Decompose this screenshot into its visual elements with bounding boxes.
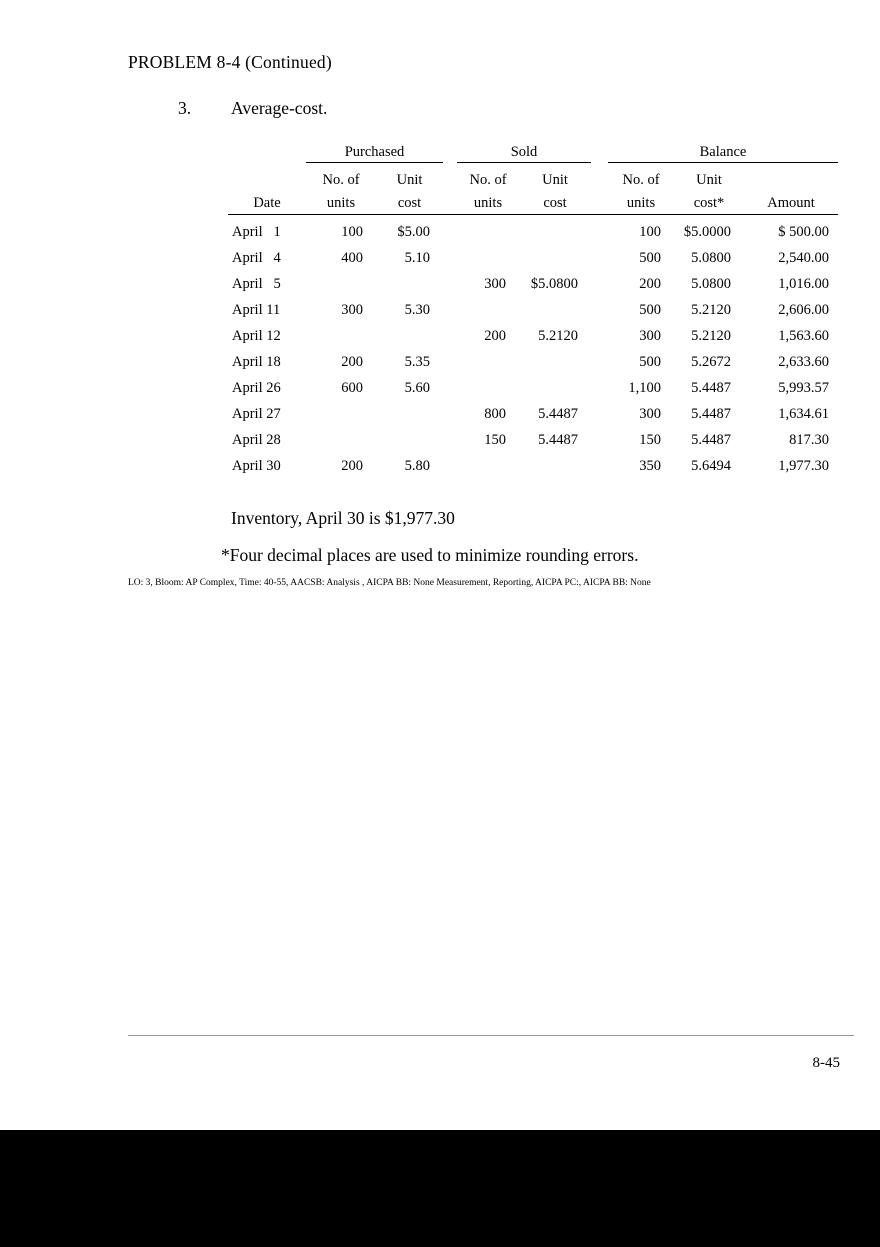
cell-balance-units: 500 [639, 354, 661, 370]
cell-balance-units: 500 [639, 302, 661, 318]
cell-date: April 4 [232, 250, 281, 266]
cell-purchased-units: 100 [341, 224, 363, 240]
cell-balance-units: 150 [639, 432, 661, 448]
header-date-blank [228, 163, 306, 190]
header-row-line1 [228, 163, 838, 190]
table-row [228, 267, 838, 293]
cell-gap-2 [591, 319, 608, 345]
cell-gap-2 [591, 423, 608, 449]
header-balance-units-line1: No. of [622, 172, 660, 188]
cell-sold-units [457, 345, 519, 371]
cell-gap-2 [591, 293, 608, 319]
table-row [228, 371, 838, 397]
cell-sold-units [457, 371, 519, 397]
group-header-row [228, 140, 838, 163]
cell-sold-cost [519, 241, 591, 267]
cell-gap-1 [443, 345, 457, 371]
cell-gap-1 [443, 397, 457, 423]
header-gap-2b [591, 189, 608, 215]
table-row [228, 241, 838, 267]
table-row [228, 293, 838, 319]
cell-purchased-units [306, 267, 376, 293]
cell-amount: 2,606.00 [778, 302, 829, 318]
header-purchased-units-line2: units [306, 189, 376, 215]
cell-purchased-units [306, 423, 376, 449]
cell-purchased-cost: $5.00 [397, 224, 430, 240]
cell-date: April 26 [232, 380, 281, 396]
cell-sold-units [457, 215, 519, 242]
cell-purchased-cost: 5.80 [404, 458, 430, 474]
table-row [228, 319, 838, 345]
header-sold-cost-line2: cost [519, 189, 591, 215]
cell-amount: 1,977.30 [778, 458, 829, 474]
cell-purchased-cost: 5.30 [404, 302, 430, 318]
cell-balance-units: 1,100 [628, 380, 661, 396]
group-gap-1 [443, 140, 457, 163]
cell-amount: 1,634.61 [778, 406, 829, 422]
header-amount-blank [744, 163, 838, 190]
group-spacer [228, 140, 306, 163]
group-header-purchased: Purchased [306, 140, 443, 163]
cell-balance-units: 300 [639, 328, 661, 344]
cell-purchased-units [306, 319, 376, 345]
cell-purchased-cost [376, 397, 443, 423]
header-balance-cost-line1: Unit [696, 172, 722, 188]
cell-amount: $ 500.00 [778, 224, 829, 240]
cell-sold-cost [519, 345, 591, 371]
cell-sold-cost [519, 371, 591, 397]
cell-balance-cost: 5.4487 [691, 432, 731, 448]
cell-balance-cost: 5.2672 [691, 354, 731, 370]
cell-sold-units: 200 [484, 328, 506, 344]
item-number: 3. [178, 98, 192, 118]
cell-amount: 1,016.00 [778, 276, 829, 292]
page-content [128, 0, 854, 1130]
cell-gap-2 [591, 241, 608, 267]
table-head [228, 140, 838, 215]
cell-purchased-cost [376, 423, 443, 449]
header-balance-units-line2: units [608, 189, 674, 215]
cell-amount: 2,540.00 [778, 250, 829, 266]
cell-gap-2 [591, 215, 608, 242]
cell-sold-cost: 5.2120 [538, 328, 578, 344]
cell-date: April 5 [232, 276, 281, 292]
item-label: Average-cost. [231, 98, 328, 118]
cell-gap-2 [591, 397, 608, 423]
cell-purchased-units: 600 [341, 380, 363, 396]
cell-gap-2 [591, 267, 608, 293]
cell-balance-units: 300 [639, 406, 661, 422]
page-title: PROBLEM 8-4 (Continued) [128, 52, 332, 72]
table-row [228, 397, 838, 423]
cell-date: April 28 [232, 432, 281, 448]
cell-balance-cost: 5.4487 [691, 406, 731, 422]
cell-purchased-units: 200 [341, 458, 363, 474]
cell-date: April 27 [232, 406, 281, 422]
cell-purchased-cost: 5.60 [404, 380, 430, 396]
header-purchased-units-line1: No. of [322, 172, 360, 188]
header-sold-units-line2: units [457, 189, 519, 215]
cell-purchased-cost: 5.10 [404, 250, 430, 266]
cell-date: April 12 [232, 328, 281, 344]
cell-balance-units: 500 [639, 250, 661, 266]
cell-gap-1 [443, 293, 457, 319]
cell-sold-cost: $5.0800 [530, 276, 578, 292]
header-gap-2a [591, 163, 608, 190]
cell-balance-cost: $5.0000 [683, 224, 731, 240]
cell-sold-cost: 5.4487 [538, 432, 578, 448]
cell-balance-units: 350 [639, 458, 661, 474]
cell-sold-units: 150 [484, 432, 506, 448]
cell-gap-1 [443, 319, 457, 345]
cell-balance-cost: 5.4487 [691, 380, 731, 396]
cell-balance-units: 200 [639, 276, 661, 292]
group-header-balance: Balance [608, 140, 838, 163]
cell-balance-cost: 5.0800 [691, 276, 731, 292]
cell-purchased-units: 400 [341, 250, 363, 266]
group-gap-2 [591, 140, 608, 163]
footnote: *Four decimal places are used to minimize rounding errors. [221, 545, 639, 565]
cell-sold-cost [519, 449, 591, 475]
cell-gap-2 [591, 345, 608, 371]
inventory-summary: Inventory, April 30 is $1,977.30 [231, 508, 455, 528]
cell-balance-units: 100 [639, 224, 661, 240]
cell-gap-1 [443, 371, 457, 397]
header-purchased-cost-line1: Unit [396, 172, 423, 188]
cell-amount: 817.30 [789, 432, 829, 448]
header-sold-cost-line1: Unit [542, 172, 568, 188]
cell-date: April 18 [232, 354, 281, 370]
cell-date: April 1 [232, 224, 281, 240]
header-date: Date [228, 189, 306, 215]
page-number: 8-45 [812, 1055, 840, 1071]
table-row [228, 423, 838, 449]
metadata-line: LO: 3, Bloom: AP Complex, Time: 40-55, AACSB: Analysis , AICPA BB: None Measurement, Reporting, AICPA PC:, AICPA BB: None [128, 578, 651, 588]
cell-gap-1 [443, 215, 457, 242]
cell-gap-1 [443, 267, 457, 293]
table-row [228, 345, 838, 371]
cell-sold-units: 300 [484, 276, 506, 292]
cell-purchased-units: 300 [341, 302, 363, 318]
header-balance-cost-line2: cost* [674, 189, 744, 215]
header-sold-units-line1: No. of [469, 172, 507, 188]
cell-sold-units [457, 293, 519, 319]
cell-balance-cost: 5.6494 [691, 458, 731, 474]
cell-balance-cost: 5.2120 [691, 328, 731, 344]
footer-divider [128, 1035, 854, 1036]
cell-balance-cost: 5.2120 [691, 302, 731, 318]
cell-sold-cost: 5.4487 [538, 406, 578, 422]
cell-balance-cost: 5.0800 [691, 250, 731, 266]
cell-gap-1 [443, 449, 457, 475]
cell-purchased-units [306, 397, 376, 423]
cell-sold-units [457, 241, 519, 267]
cell-gap-2 [591, 449, 608, 475]
cell-purchased-cost [376, 267, 443, 293]
cell-amount: 5,993.57 [778, 380, 829, 396]
cell-sold-units [457, 449, 519, 475]
header-purchased-cost-line2: cost [376, 189, 443, 215]
cell-purchased-units: 200 [341, 354, 363, 370]
header-gap-1a [443, 163, 457, 190]
cell-date: April 30 [232, 458, 281, 474]
cell-gap-2 [591, 371, 608, 397]
header-amount: Amount [744, 189, 838, 215]
cell-purchased-cost [376, 319, 443, 345]
header-row-line2 [228, 189, 838, 215]
cell-date: April 11 [232, 302, 281, 318]
table-body [228, 215, 838, 476]
cell-amount: 2,633.60 [778, 354, 829, 370]
cell-gap-1 [443, 423, 457, 449]
table-row [228, 215, 838, 242]
cell-sold-cost [519, 215, 591, 242]
cell-gap-1 [443, 241, 457, 267]
table-row [228, 449, 838, 475]
inventory-table [228, 140, 838, 475]
cell-sold-cost [519, 293, 591, 319]
cell-amount: 1,563.60 [778, 328, 829, 344]
group-header-sold: Sold [457, 140, 591, 163]
cell-purchased-cost: 5.35 [404, 354, 430, 370]
cell-sold-units: 800 [484, 406, 506, 422]
header-gap-1b [443, 189, 457, 215]
